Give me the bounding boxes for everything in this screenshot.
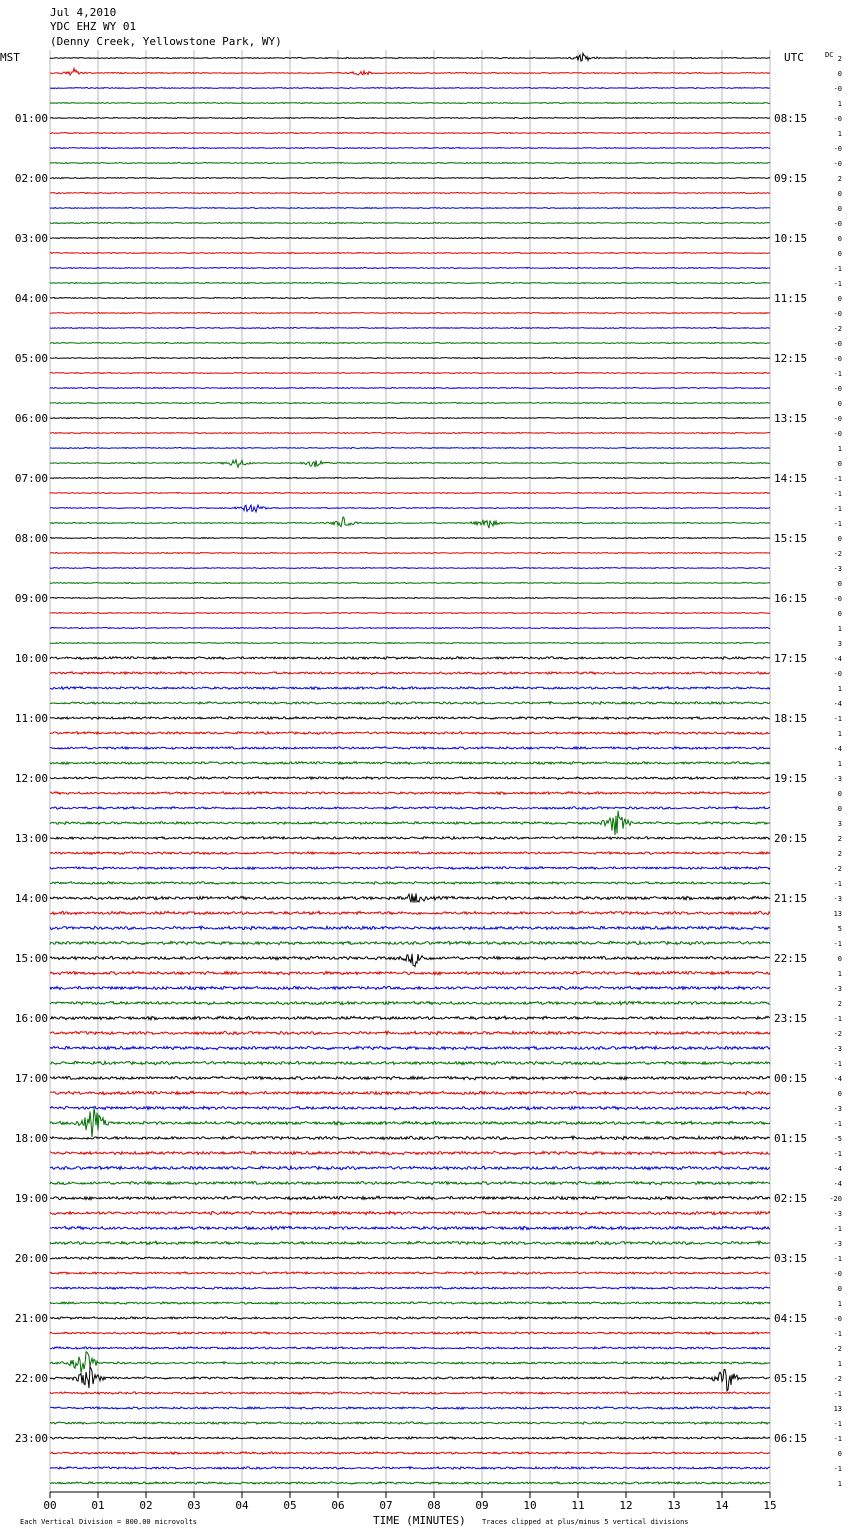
dc-offset-label: 13 <box>833 910 842 918</box>
mst-hour-label: 23:00 <box>14 1432 48 1445</box>
seismic-trace <box>50 387 770 388</box>
seismic-trace <box>50 642 770 643</box>
utc-hour-label: 20:15 <box>774 832 808 845</box>
seismic-trace <box>50 1241 770 1244</box>
dc-offset-label: -1 <box>833 1120 842 1128</box>
seismic-trace <box>50 447 770 448</box>
seismic-trace <box>50 1452 770 1454</box>
seismic-trace <box>50 537 770 538</box>
utc-hour-label: 23:15 <box>774 1012 808 1025</box>
seismic-trace <box>50 777 770 780</box>
dc-offset-label: 0 <box>837 610 842 618</box>
seismic-trace <box>50 417 770 418</box>
utc-hour-label: 15:15 <box>774 532 808 545</box>
dc-offset-label: -0 <box>833 220 842 228</box>
dc-offset-label: 0 <box>837 205 842 213</box>
mst-hour-label: 15:00 <box>14 952 48 965</box>
dc-offset-label: -0 <box>833 430 842 438</box>
seismic-trace <box>50 1257 770 1259</box>
dc-offset-label: 0 <box>837 535 842 543</box>
dc-offset-label: 3 <box>837 640 842 648</box>
dc-offset-label: -3 <box>833 1105 842 1113</box>
dc-offset-label: -3 <box>833 895 842 903</box>
mst-hour-label: 03:00 <box>14 232 48 245</box>
dc-offset-label: -1 <box>833 475 842 483</box>
seismic-trace <box>50 672 770 675</box>
dc-offset-label: 0 <box>837 955 842 963</box>
utc-hour-label: 13:15 <box>774 412 808 425</box>
mst-hour-label: 06:00 <box>14 412 48 425</box>
seismic-trace <box>50 282 770 283</box>
utc-hour-label: 21:15 <box>774 892 808 905</box>
x-tick-label: 14 <box>715 1499 729 1512</box>
seismic-trace <box>50 117 770 118</box>
x-tick-label: 08 <box>427 1499 441 1512</box>
seismic-trace <box>50 954 770 967</box>
seismic-trace <box>50 1001 770 1005</box>
dc-offset-label: 1 <box>837 685 842 693</box>
mst-hour-label: 14:00 <box>14 892 48 905</box>
seismic-trace <box>50 1196 770 1199</box>
seismic-trace <box>50 717 770 720</box>
header-date: Jul 4,2010 <box>50 6 117 19</box>
dc-offset-label: 0 <box>837 1285 842 1293</box>
mst-hour-label: 20:00 <box>14 1252 48 1265</box>
dc-offset-label: -1 <box>833 265 842 273</box>
dc-offset-label: -4 <box>833 745 842 753</box>
seismic-trace <box>50 222 770 223</box>
seismic-trace <box>50 1437 770 1439</box>
mst-hour-label: 13:00 <box>14 832 48 845</box>
seismic-trace <box>50 517 770 528</box>
dc-offset-label: 0 <box>837 1090 842 1098</box>
seismic-trace <box>50 1407 770 1409</box>
dc-offset-label: 1 <box>837 100 842 108</box>
dc-offset-label: -20 <box>829 1195 842 1203</box>
seismic-trace <box>50 505 770 512</box>
dc-offset-label: -1 <box>833 280 842 288</box>
dc-offset-label: -0 <box>833 115 842 123</box>
seismic-trace <box>50 612 770 613</box>
mst-hour-label: 04:00 <box>14 292 48 305</box>
x-tick-label: 06 <box>331 1499 345 1512</box>
seismic-trace <box>50 747 770 750</box>
dc-offset-label: -4 <box>833 1165 842 1173</box>
seismic-trace <box>50 1031 770 1035</box>
seismic-trace <box>50 192 770 193</box>
utc-hour-label: 01:15 <box>774 1132 808 1145</box>
utc-hour-label: 03:15 <box>774 1252 808 1265</box>
seismic-trace <box>50 477 770 478</box>
seismic-trace <box>50 460 770 467</box>
seismic-trace <box>50 807 770 810</box>
mst-hour-label: 18:00 <box>14 1132 48 1145</box>
dc-offset-label: -0 <box>833 340 842 348</box>
seismic-trace <box>50 1166 770 1169</box>
dc-offset-label: -3 <box>833 1210 842 1218</box>
dc-offset-label: 0 <box>837 805 842 813</box>
seismic-trace <box>50 882 770 885</box>
seismic-trace <box>50 147 770 148</box>
seismic-trace <box>50 1151 770 1154</box>
dc-offset-label: 1 <box>837 130 842 138</box>
mst-hour-label: 01:00 <box>14 112 48 125</box>
seismic-trace <box>50 1317 770 1319</box>
dc-offset-label: -1 <box>833 1330 842 1338</box>
seismic-trace <box>50 102 770 103</box>
seismic-trace <box>50 402 770 403</box>
dc-offset-label: -3 <box>833 1045 842 1053</box>
dc-offset-label: -1 <box>833 1390 842 1398</box>
dc-offset-label: -3 <box>833 1240 842 1248</box>
dc-offset-label: -5 <box>833 1135 842 1143</box>
seismic-trace <box>50 811 770 835</box>
seismic-trace <box>50 597 770 598</box>
dc-offset-label: 0 <box>837 235 842 243</box>
dc-offset-label: 1 <box>837 760 842 768</box>
dc-offset-label: 1 <box>837 970 842 978</box>
seismic-trace <box>50 1091 770 1094</box>
dc-offset-label: 0 <box>837 790 842 798</box>
seismic-trace <box>50 1302 770 1304</box>
dc-offset-label: -1 <box>833 1420 842 1428</box>
seismic-trace <box>50 297 770 298</box>
seismic-trace <box>50 1076 770 1080</box>
dc-offset-label: 1 <box>837 1300 842 1308</box>
seismic-trace <box>50 971 770 975</box>
seismic-trace <box>50 1352 770 1372</box>
dc-offset-label: -0 <box>833 355 842 363</box>
utc-hour-label: 02:15 <box>774 1192 808 1205</box>
x-tick-label: 09 <box>475 1499 489 1512</box>
seismic-trace <box>50 1106 770 1110</box>
dc-offset-label: 2 <box>837 55 842 63</box>
seismic-trace <box>50 53 770 61</box>
utc-hour-label: 05:15 <box>774 1372 808 1385</box>
seismic-trace <box>50 372 770 373</box>
dc-offset-label: -1 <box>833 1255 842 1263</box>
seismic-trace <box>50 1211 770 1215</box>
dc-offset-label: -2 <box>833 325 842 333</box>
dc-offset-label: -0 <box>833 145 842 153</box>
dc-offset-label: -0 <box>833 85 842 93</box>
dc-offset-label: -2 <box>833 865 842 873</box>
mst-hour-label: 21:00 <box>14 1312 48 1325</box>
seismic-trace <box>50 702 770 705</box>
x-tick-label: 05 <box>283 1499 297 1512</box>
seismic-trace <box>50 327 770 328</box>
seismic-trace <box>50 1181 770 1185</box>
mst-hour-label: 07:00 <box>14 472 48 485</box>
seismic-trace <box>50 1367 770 1391</box>
dc-offset-label: 13 <box>833 1405 842 1413</box>
dc-offset-label: -1 <box>833 1465 842 1473</box>
x-tick-label: 15 <box>763 1499 777 1512</box>
x-tick-label: 03 <box>187 1499 201 1512</box>
dc-offset-label: 1 <box>837 1360 842 1368</box>
label-group <box>15 55 842 1512</box>
seismic-trace <box>50 1347 770 1349</box>
clip-note: Traces clipped at plus/minus 5 vertical divisions <box>482 1518 689 1526</box>
dc-offset-label: -1 <box>833 940 842 948</box>
seismic-trace <box>50 867 770 870</box>
x-tick-label: 02 <box>139 1499 153 1512</box>
dc-offset-label: -1 <box>833 490 842 498</box>
mst-hour-label: 22:00 <box>14 1372 48 1385</box>
seismic-trace <box>50 1392 770 1394</box>
seismic-trace <box>50 1272 770 1274</box>
header-station: YDC EHZ WY 01 <box>50 20 137 33</box>
dc-offset-label: -1 <box>833 1435 842 1443</box>
seismic-trace <box>50 252 770 253</box>
seismic-trace <box>50 893 770 902</box>
seismic-trace <box>50 132 770 133</box>
utc-hour-label: 10:15 <box>774 232 808 245</box>
utc-hour-label: 00:15 <box>774 1072 808 1085</box>
dc-offset-label: 0 <box>837 1450 842 1458</box>
seismic-trace <box>50 357 770 358</box>
dc-offset-label: -1 <box>833 1060 842 1068</box>
dc-offset-label: 2 <box>837 175 842 183</box>
x-tick-label: 10 <box>523 1499 537 1512</box>
trace-group <box>50 53 770 1484</box>
utc-hour-label: 04:15 <box>774 1312 808 1325</box>
seismic-trace <box>50 732 770 735</box>
dc-offset-label: 5 <box>837 925 842 933</box>
dc-offset-label: 1 <box>837 730 842 738</box>
seismic-trace <box>50 986 770 989</box>
seismic-trace <box>50 432 770 433</box>
dc-offset-label: 0 <box>837 70 842 78</box>
mst-hour-label: 10:00 <box>14 652 48 665</box>
mst-hour-label: 02:00 <box>14 172 48 185</box>
utc-hour-label: 11:15 <box>774 292 808 305</box>
dc-offset-label: -4 <box>833 700 842 708</box>
utc-hour-label: 22:15 <box>774 952 808 965</box>
seismic-trace <box>50 552 770 553</box>
mst-hour-label: 08:00 <box>14 532 48 545</box>
dc-offset-label: -1 <box>833 520 842 528</box>
dc-offset-label: 2 <box>837 1000 842 1008</box>
dc-offset-label: 0 <box>837 460 842 468</box>
seismic-trace <box>50 1482 770 1484</box>
dc-offset-label: 0 <box>837 295 842 303</box>
dc-offset-label: -4 <box>833 1180 842 1188</box>
mst-hour-label: 17:00 <box>14 1072 48 1085</box>
x-tick-label: 00 <box>43 1499 57 1512</box>
x-tick-label: 04 <box>235 1499 249 1512</box>
dc-offset-label: -0 <box>833 310 842 318</box>
seismic-trace <box>50 1061 770 1064</box>
seismic-trace <box>50 1226 770 1230</box>
dc-offset-label: 0 <box>837 580 842 588</box>
seismic-trace <box>50 1016 770 1020</box>
dc-offset-label: -1 <box>833 1150 842 1158</box>
utc-hour-label: 12:15 <box>774 352 808 365</box>
mst-hour-label: 05:00 <box>14 352 48 365</box>
seismic-trace <box>50 687 770 690</box>
seismic-trace <box>50 237 770 238</box>
seismic-trace <box>50 567 770 568</box>
x-tick-label: 13 <box>667 1499 681 1512</box>
utc-hour-label: 09:15 <box>774 172 808 185</box>
dc-offset-label: -2 <box>833 1375 842 1383</box>
seismic-trace <box>50 926 770 930</box>
dc-offset-label: -2 <box>833 550 842 558</box>
seismic-trace <box>50 1332 770 1334</box>
seismic-trace <box>50 837 770 840</box>
dc-offset-label: -3 <box>833 985 842 993</box>
x-tick-label: 07 <box>379 1499 393 1512</box>
x-tick-label: 01 <box>91 1499 105 1512</box>
dc-offset-label: 2 <box>837 850 842 858</box>
dc-offset-label: -2 <box>833 1030 842 1038</box>
seismic-trace <box>50 1422 770 1424</box>
seismic-trace <box>50 852 770 855</box>
seismic-trace <box>50 177 770 178</box>
seismic-trace <box>50 762 770 765</box>
header-location: (Denny Creek, Yellowstone Park, WY) <box>50 35 282 48</box>
seismic-trace <box>50 162 770 163</box>
dc-offset-label: 1 <box>837 445 842 453</box>
dc-offset-label: 2 <box>837 835 842 843</box>
utc-hour-label: 14:15 <box>774 472 808 485</box>
dc-offset-label: -3 <box>833 775 842 783</box>
seismic-trace <box>50 1467 770 1469</box>
dc-offset-label: 3 <box>837 820 842 828</box>
dc-label: DC <box>825 51 834 59</box>
seismic-trace <box>50 492 770 493</box>
dc-offset-label: -0 <box>833 415 842 423</box>
seismic-trace <box>50 1108 770 1137</box>
utc-hour-label: 06:15 <box>774 1432 808 1445</box>
dc-offset-label: -0 <box>833 1270 842 1278</box>
mst-hour-label: 09:00 <box>14 592 48 605</box>
dc-offset-label: 1 <box>837 625 842 633</box>
dc-offset-label: -0 <box>833 385 842 393</box>
seismic-trace <box>50 1136 770 1140</box>
mst-hour-label: 11:00 <box>14 712 48 725</box>
dc-offset-label: 0 <box>837 250 842 258</box>
dc-offset-label: -0 <box>833 670 842 678</box>
seismic-trace <box>50 312 770 313</box>
dc-offset-label: 1 <box>837 1480 842 1488</box>
seismic-trace <box>50 1046 770 1049</box>
dc-offset-label: -4 <box>833 1075 842 1083</box>
x-axis-label: TIME (MINUTES) <box>373 1514 466 1527</box>
seismic-trace <box>50 657 770 660</box>
mst-hour-label: 16:00 <box>14 1012 48 1025</box>
left-axis-label: MST <box>0 51 20 64</box>
seismic-trace <box>50 87 770 88</box>
x-tick-label: 11 <box>571 1499 585 1512</box>
dc-offset-label: 0 <box>837 190 842 198</box>
seismic-trace <box>50 1287 770 1289</box>
utc-hour-label: 18:15 <box>774 712 808 725</box>
x-tick-label: 12 <box>619 1499 633 1512</box>
seismic-trace <box>50 582 770 583</box>
dc-offset-label: -1 <box>833 370 842 378</box>
seismic-trace <box>50 792 770 795</box>
seismic-trace <box>50 911 770 914</box>
utc-hour-label: 16:15 <box>774 592 808 605</box>
scale-note: Each Vertical Division = 800.00 microvolts <box>20 1518 198 1526</box>
mst-hour-label: 12:00 <box>14 772 48 785</box>
seismic-trace <box>50 68 770 75</box>
mst-hour-label: 19:00 <box>14 1192 48 1205</box>
seismic-trace <box>50 207 770 208</box>
utc-hour-label: 08:15 <box>774 112 808 125</box>
dc-offset-label: -1 <box>833 1225 842 1233</box>
right-axis-label: UTC <box>784 51 804 64</box>
seismic-trace <box>50 342 770 343</box>
utc-hour-label: 17:15 <box>774 652 808 665</box>
dc-offset-label: -1 <box>833 880 842 888</box>
seismic-trace <box>50 941 770 944</box>
dc-offset-label: -3 <box>833 565 842 573</box>
dc-offset-label: -0 <box>833 595 842 603</box>
seismic-trace <box>50 267 770 268</box>
dc-offset-label: -0 <box>833 1315 842 1323</box>
dc-offset-label: -2 <box>833 1345 842 1353</box>
dc-offset-label: -1 <box>833 1015 842 1023</box>
dc-offset-label: -0 <box>833 160 842 168</box>
dc-offset-label: -1 <box>833 715 842 723</box>
dc-offset-label: 0 <box>837 400 842 408</box>
utc-hour-label: 19:15 <box>774 772 808 785</box>
seismic-trace <box>50 627 770 628</box>
dc-offset-label: -1 <box>833 505 842 513</box>
dc-offset-label: -4 <box>833 655 842 663</box>
